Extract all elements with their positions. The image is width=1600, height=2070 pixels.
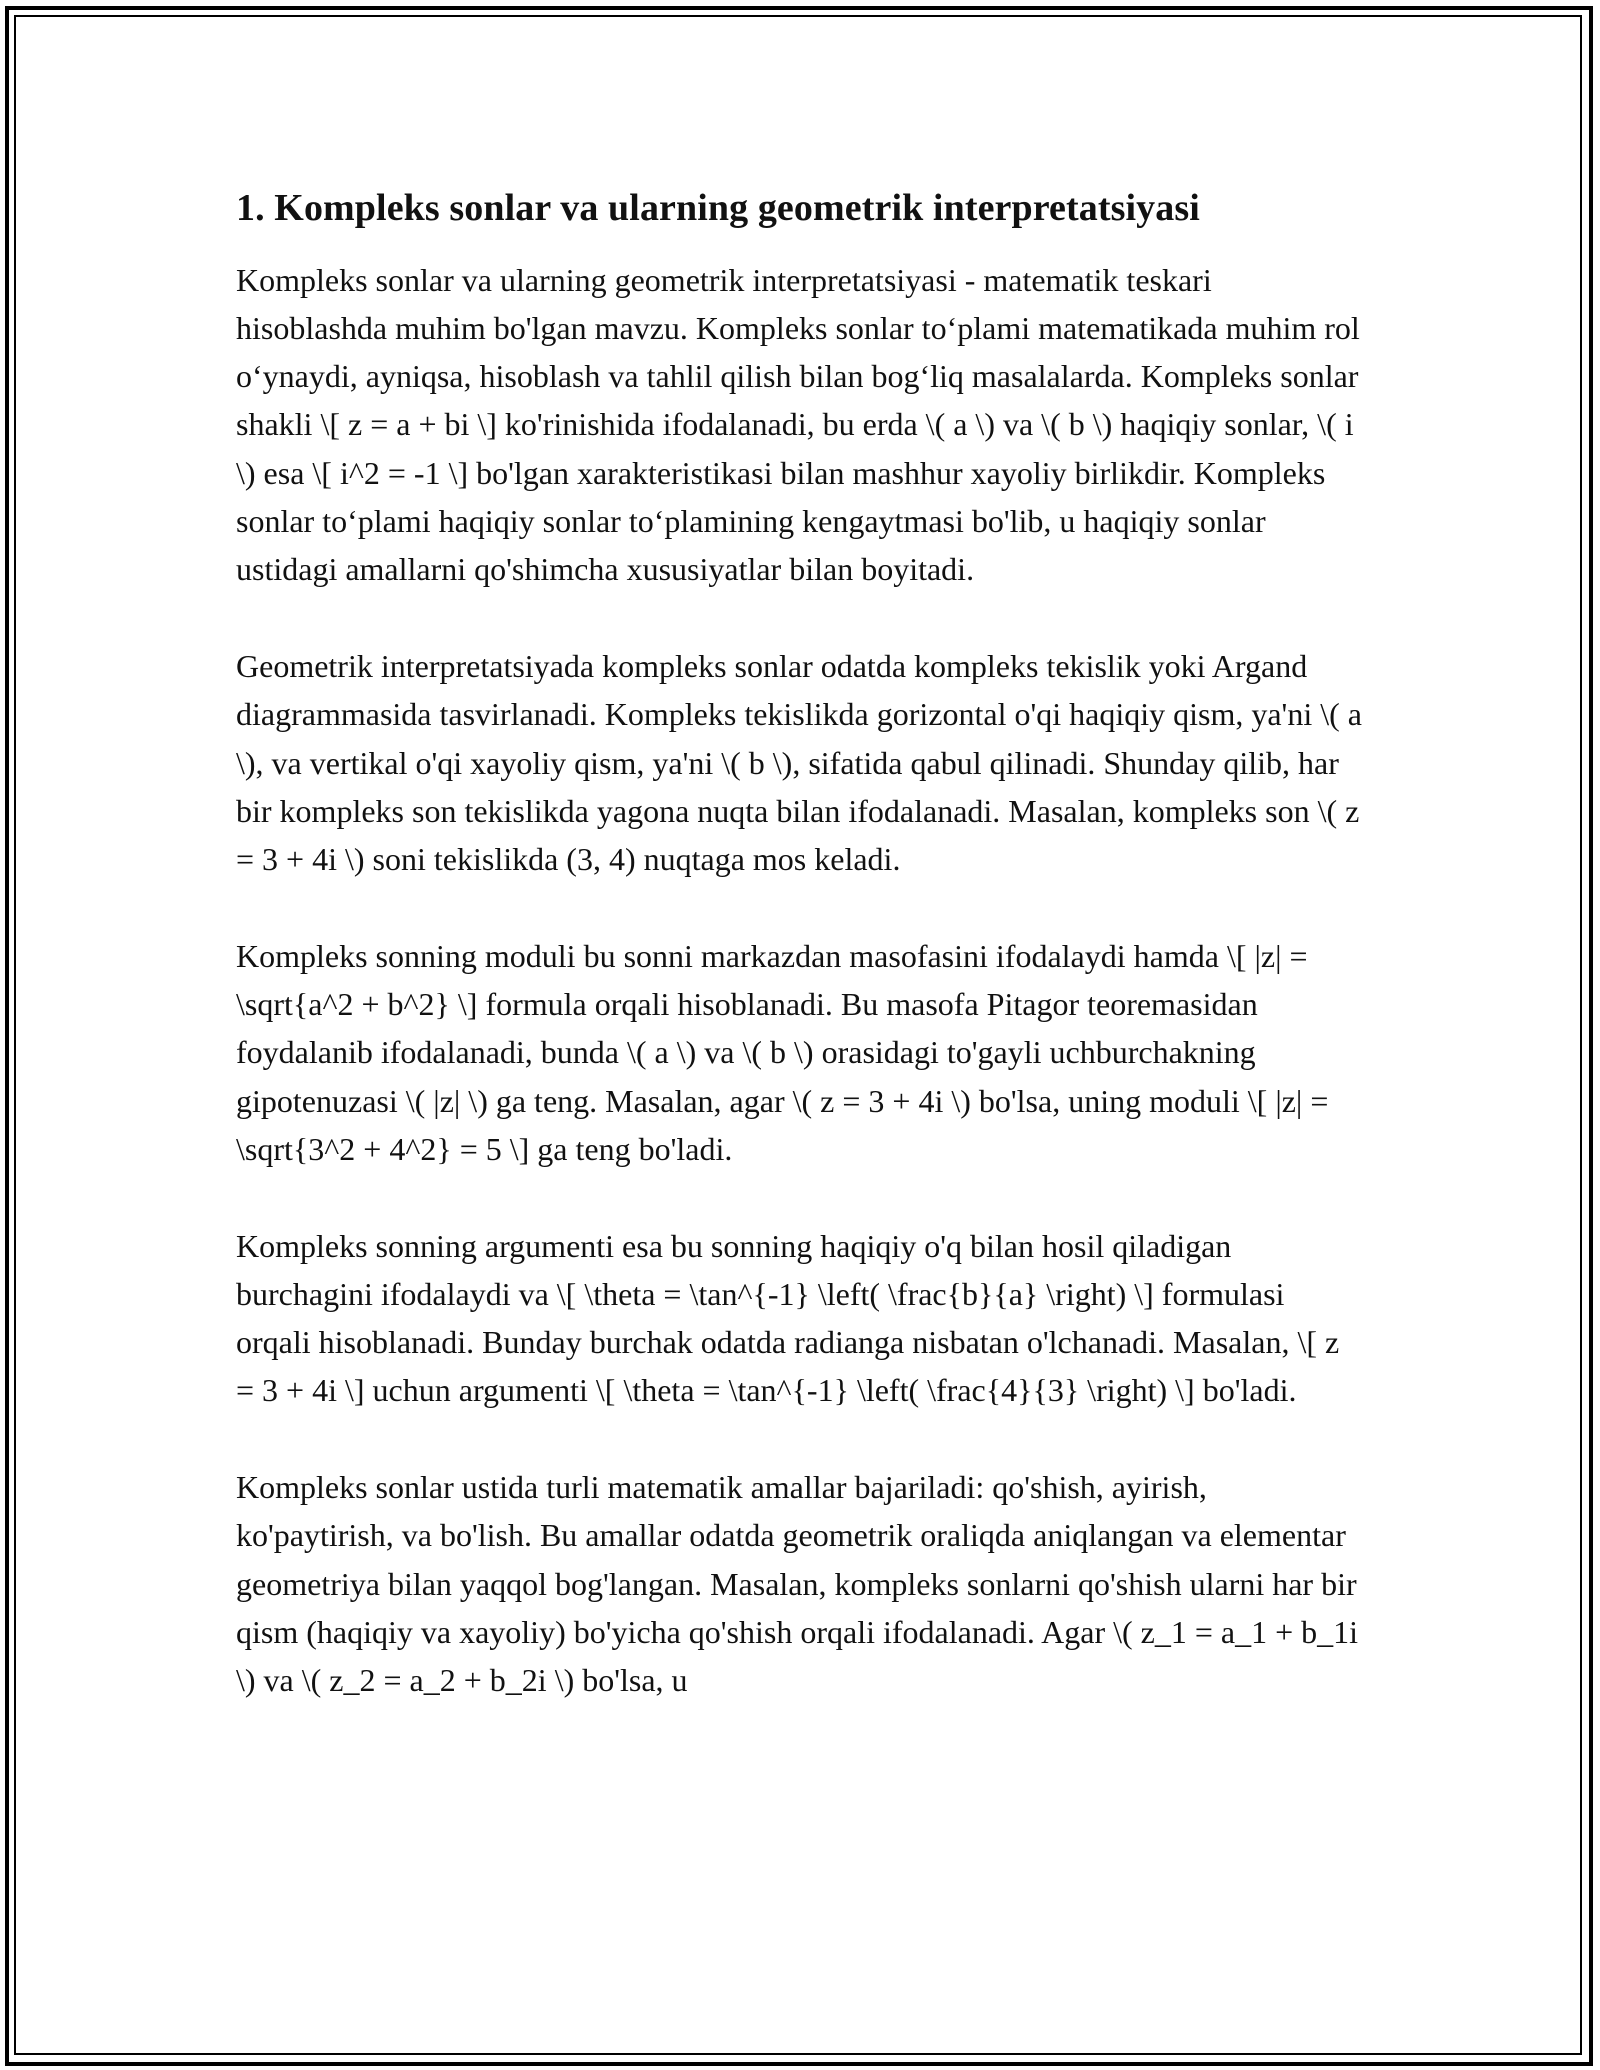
document-body [236,186,1364,1705]
paragraph-geometric-interpretation: Geometrik interpretatsiyada kompleks sonlar odatda kompleks tekislik yoki Argand diagrammasida tasvirlanadi. Kompleks tekislikda gorizontal o'qi haqiqiy qism, ya'ni \( a \), va vertikal o'qi xayoliy qism, ya'ni \( b \), sifatida qabul qilinadi. Shunday qilib, har bir kompleks son tekislikda yagona nuqta bilan ifodalanadi. Masalan, kompleks son \( z = 3 + 4i \) soni tekislikda (3, 4) nuqtaga mos keladi. [236,647,1362,878]
paragraph-modulus: Kompleks sonning moduli bu sonni markazdan masofasini ifodalaydi hamda \[ |z| = \sqrt{a^2 + b^2} \] formula orqali hisoblanadi. Bu masofa Pitagor teoremasidan foydalanib ifodalanadi, bunda \( a \) va \( b \) orasidagi to'gayli uchburchakning gipotenuzasi \( |z| \) ga teng. Masalan, agar \( z = 3 + 4i \) bo'lsa, uning moduli \[ |z| = \sqrt{3^2 + 4^2} = 5 \] ga teng bo'ladi. [236,937,1329,1167]
paragraph-operations: Kompleks sonlar ustida turli matematik amallar bajariladi: qo'shish, ayirish, ko'paytirish, va bo'lish. Bu amallar odatda geometrik oraliqda aniqlangan va elementar geometriya bilan yaqqol bog'langan. Masalan, kompleks sonlarni qo'shish ularni har bir qism (haqiqiy va xayoliy) bo'yicha qo'shish orqali ifodalanadi. Agar \( z_1 = a_1 + b_1i \) va \( z_2 = a_2 + b_2i \) bo'lsa, u [236,1469,1359,1699]
paragraph-argument: Kompleks sonning argumenti esa bu sonning haqiqiy o'q bilan hosil qiladigan burchagini ifodalaydi va \[ \theta = \tan^{-1} \left( \frac{b}{a} \right) \] formulasi orqali hisoblanadi. Bunday burchak odatda radianga nisbatan o'lchanadi. Masalan, \[ z = 3 + 4i \] uchun argumenti \[ \theta = \tan^{-1} \left( \frac{4}{3} \right) \] bo'ladi. [236,1227,1340,1409]
section-heading: 1. Kompleks sonlar va ularning geometrik interpretatsiyasi [236,187,1200,229]
paragraph-intro: Kompleks sonlar va ularning geometrik interpretatsiyasi - matematik teskari hisoblashda muhim bo'lgan mavzu. Kompleks sonlar to‘plami matematikada muhim rol o‘ynaydi, ayniqsa, hisoblash va tahlil qilish bilan bog‘liq masalalarda. Kompleks sonlar shakli \[ z = a + bi \] ko'rinishida ifodalanadi, bu erda \( a \) va \( b \) haqiqiy sonlar, \( i \) esa \[ i^2 = -1 \] bo'lgan xarakteristikasi bilan mashhur xayoliy birlikdir. Kompleks sonlar to‘plami haqiqiy sonlar to‘plamining kengaytmasi bo'lib, u haqiqiy sonlar ustidagi amallarni qo'shimcha xususiyatlar bilan boyitadi. [236,261,1360,588]
